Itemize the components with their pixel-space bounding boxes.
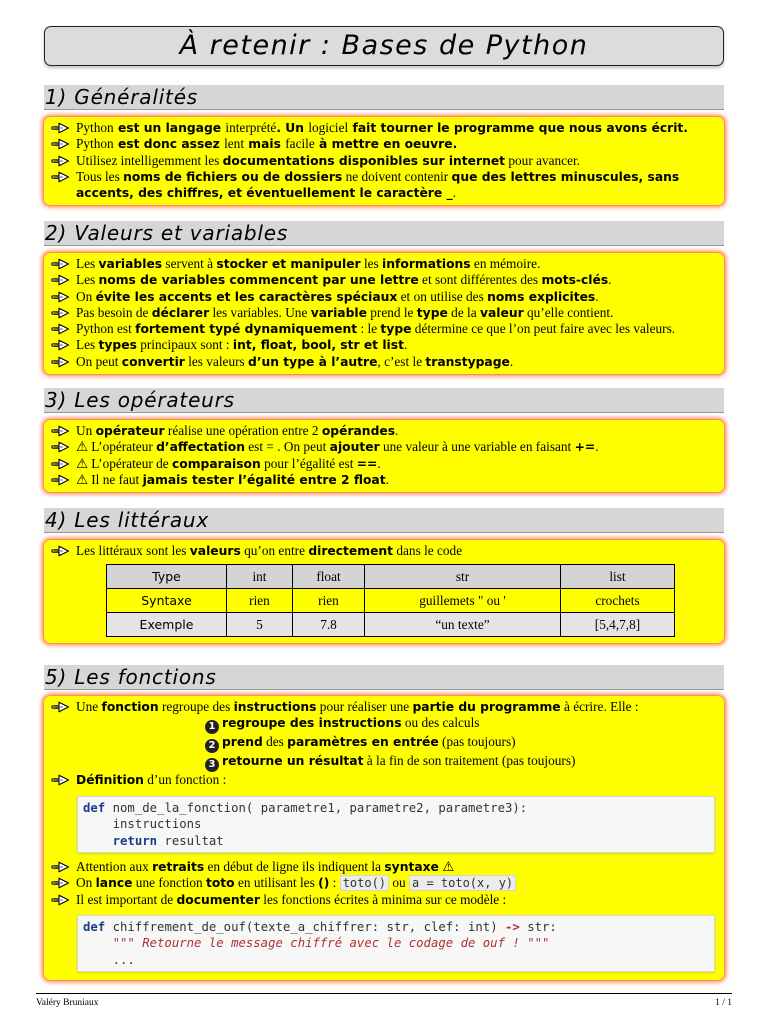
bold-text: int, float, bool, str et list	[232, 338, 404, 353]
bold-text: jamais tester l’égalité entre 2 float	[142, 472, 386, 487]
number-circle-icon: 2	[205, 739, 219, 753]
text: dans le code	[393, 543, 463, 558]
arrow-icon	[51, 153, 73, 169]
bold-text: convertir	[121, 354, 185, 369]
code-block-definition	[77, 796, 715, 854]
bold-text: ()	[318, 876, 330, 891]
footer-author: Valéry Bruniaux	[36, 998, 99, 1008]
code-docstring: """ Retourne le message chiffré avec le codage de ouf ! """	[83, 936, 550, 951]
bold-text: documentations disponibles sur internet	[222, 153, 506, 168]
code-keyword: return	[112, 833, 158, 848]
table-cell: [5,4,7,8]	[561, 613, 675, 637]
code-block-docstring	[77, 915, 715, 973]
bold-text: regroupe des instructions	[222, 716, 402, 731]
text: Python	[76, 136, 114, 152]
text: à écrire. Elle :	[560, 699, 639, 714]
text: servent à	[162, 256, 217, 271]
bold-text: transtypage	[425, 354, 510, 369]
bold-text: d’un type à l’autre	[248, 354, 378, 369]
list-item	[51, 289, 718, 305]
bold-text: que des lettres minuscules, sans accents, des chiffres, et éventuellement le caractère _	[76, 169, 680, 201]
text: est = . On peut	[244, 439, 330, 455]
table-row	[107, 589, 675, 613]
bold-text: informations	[382, 257, 471, 271]
table-header-cell: int	[227, 565, 293, 589]
text: les	[360, 256, 383, 271]
property-item	[205, 715, 718, 734]
arrow-icon	[51, 892, 73, 908]
list-item	[51, 439, 718, 455]
table-cell: 7.8	[293, 613, 365, 637]
bold-text: noms explicites	[487, 289, 596, 304]
code-keyword: def	[83, 800, 106, 815]
text: ne doivent contenir	[342, 168, 452, 184]
bold-text: fait tourner le programme que nous avons écrit.	[348, 121, 688, 135]
list-item	[51, 321, 718, 337]
text: lent	[224, 136, 245, 152]
list-item	[51, 859, 718, 875]
text: réalise une opération entre 2	[164, 423, 322, 438]
list-item	[51, 272, 718, 288]
bold-text: mots-clés	[541, 273, 609, 288]
section-box-operateurs	[44, 420, 724, 492]
arrow-icon	[51, 136, 73, 152]
text: Les	[76, 256, 99, 271]
text: ⚠	[438, 859, 455, 875]
literals-table	[106, 564, 675, 637]
text: pour l’égalité est	[260, 455, 357, 471]
text: en utilisant les	[234, 875, 319, 891]
bold-text: valeurs	[189, 544, 241, 558]
text: interprété	[225, 120, 277, 135]
text: les fonctions écrites à minima sur ce modèle :	[259, 891, 507, 907]
text: regroupe des	[158, 699, 234, 714]
list-item	[51, 892, 718, 908]
table-cell: Syntaxe	[107, 589, 227, 613]
arrow-icon	[51, 256, 73, 272]
bold-text: . Un	[276, 121, 309, 135]
text: à la fin de son traitement (pas toujours)	[363, 753, 576, 769]
bold-text: d’affectation	[156, 440, 245, 455]
number-circle-icon: 1	[205, 720, 219, 734]
table-cell: 5	[227, 613, 293, 637]
code-text: ...	[83, 952, 135, 967]
section-heading-litteraux: 4) Les littéraux	[44, 508, 724, 533]
bold-text: ajouter	[329, 440, 380, 455]
arrow-icon	[51, 456, 73, 472]
page-footer	[36, 993, 732, 1011]
bold-text: est un langage	[113, 121, 226, 135]
inline-code: a = toto(x, y)	[409, 875, 516, 891]
text: en début de ligne ils indiquent la	[204, 859, 385, 875]
list-item	[51, 337, 718, 353]
fonction-properties	[51, 715, 718, 772]
list-item	[51, 120, 718, 136]
table-header-cell: list	[561, 565, 675, 589]
bold-text: variables	[98, 257, 163, 271]
text: les valeurs	[184, 353, 249, 369]
text: Tous les	[76, 168, 124, 184]
table-row	[107, 613, 675, 637]
arrow-icon	[51, 472, 73, 488]
bold-text: opérandes	[321, 424, 396, 438]
text: une valeur à une variable en faisant	[379, 439, 575, 455]
bold-text: noms de fichiers ou de dossiers	[123, 169, 343, 184]
property-item	[205, 734, 718, 753]
text: ⚠ L’opérateur de	[76, 455, 172, 471]
text: et sont différentes des	[418, 272, 542, 288]
fonction-intro	[51, 699, 718, 715]
arrow-icon	[51, 699, 73, 715]
list-item	[51, 543, 718, 559]
text: Les	[76, 272, 99, 288]
text: et on utilise des	[397, 288, 488, 304]
bold-text: prend	[222, 735, 263, 750]
list-item	[51, 772, 718, 788]
arrow-icon	[51, 439, 73, 455]
list-item	[51, 423, 718, 439]
literals-table-header	[107, 565, 675, 589]
text: : le	[357, 321, 381, 337]
code-text: resultat	[157, 833, 224, 848]
table-cell: guillemets " ou '	[365, 589, 561, 613]
litteraux-intro	[51, 543, 718, 559]
bold-text: lance	[95, 876, 133, 891]
bold-text: type	[380, 322, 412, 337]
text: .	[595, 288, 599, 304]
code-text: nom_de_la_fonction( parametre1, parametre2, parametre3):	[105, 800, 528, 815]
text: Il est important de	[76, 891, 177, 907]
text: Les	[76, 337, 99, 353]
text: :	[329, 875, 340, 891]
text: Une	[76, 699, 102, 714]
arrow-icon	[51, 337, 73, 353]
arrow-icon	[51, 289, 73, 305]
code-operator: ->	[505, 919, 520, 934]
section-box-litteraux	[44, 540, 724, 643]
table-cell: “un texte”	[365, 613, 561, 637]
arrow-icon	[51, 875, 73, 891]
text: Les littéraux sont les	[76, 543, 190, 558]
note-lancer-fonction	[51, 875, 718, 891]
bold-text: valeur	[479, 305, 524, 320]
text: On peut	[76, 353, 122, 369]
text: Python est	[76, 321, 136, 337]
property-item	[205, 753, 718, 772]
bold-text: à mettre en oeuvre.	[314, 137, 458, 152]
bold-text: opérateur	[95, 424, 165, 438]
list-item	[51, 153, 718, 169]
table-cell: Exemple	[107, 613, 227, 637]
bold-text: comparaison	[171, 456, 261, 471]
section-heading-valeurs-variables: 2) Valeurs et variables	[44, 221, 724, 246]
text: Attention aux	[76, 859, 153, 875]
table-cell: rien	[227, 589, 293, 613]
inline-code: toto()	[340, 875, 389, 891]
arrow-icon	[51, 272, 73, 288]
arrow-icon	[51, 305, 73, 321]
text: prend le	[366, 304, 417, 320]
text: , c’est le	[377, 353, 426, 369]
page-title: À retenir : Bases de Python	[44, 26, 724, 66]
arrow-icon	[51, 169, 73, 185]
list-item	[51, 472, 718, 488]
text: principaux sont :	[136, 337, 233, 353]
text: ou des calculs	[401, 715, 480, 731]
text: Utilisez intelligemment les	[76, 152, 223, 168]
section-box-fonctions	[44, 696, 724, 980]
list-item	[51, 699, 718, 715]
bold-text: ==	[356, 456, 378, 471]
section-box-valeurs-variables	[44, 253, 724, 374]
bold-text: retraits	[152, 860, 205, 875]
arrow-icon	[51, 543, 73, 559]
bold-text: partie du programme	[412, 700, 561, 714]
text: .	[452, 185, 456, 201]
text: ⚠ L’opérateur	[76, 439, 157, 455]
list-item	[51, 169, 718, 202]
code-text: str:	[519, 919, 557, 934]
code-keyword: def	[83, 919, 106, 934]
arrow-icon	[51, 423, 73, 439]
bold-text: déclarer	[151, 305, 210, 320]
table-header-cell: str	[365, 565, 561, 589]
text: les variables. Une	[209, 304, 311, 320]
bold-text: type	[416, 305, 448, 320]
bold-text: paramètres en entrée	[287, 735, 439, 750]
arrow-icon	[51, 354, 73, 370]
text: une fonction	[132, 875, 206, 891]
arrow-icon	[51, 321, 73, 337]
text: Pas besoin de	[76, 304, 152, 320]
footer-page-number: 1 / 1	[715, 998, 732, 1008]
text: logiciel	[308, 120, 349, 135]
arrow-icon	[51, 859, 73, 875]
note-documenter	[51, 892, 718, 908]
code-text: chiffrement_de_ouf(texte_a_chiffrer: str, clef: int)	[105, 919, 505, 934]
table-header-cell: float	[293, 565, 365, 589]
text: des	[262, 734, 288, 750]
arrow-icon	[51, 120, 73, 136]
text: .	[608, 272, 612, 288]
list-item	[51, 136, 718, 152]
bold-text: types	[98, 338, 137, 353]
text: de la	[447, 304, 480, 320]
bold-text: syntaxe	[384, 860, 439, 875]
list-item	[51, 456, 718, 472]
list-item	[51, 256, 718, 272]
text: d’un fonction :	[143, 772, 227, 788]
bold-text: fortement typé dynamiquement	[135, 322, 358, 337]
text: Un	[76, 423, 96, 438]
list-item	[51, 305, 718, 321]
bold-text: instructions	[233, 700, 317, 714]
bold-text: directement	[308, 544, 394, 558]
bold-text: noms de variables commencent par une lettre	[98, 273, 419, 288]
text: On	[76, 875, 96, 891]
text: ⚠ Il ne faut	[76, 471, 143, 487]
bold-text: retourne un résultat	[222, 754, 364, 769]
section-box-generalites	[44, 117, 724, 205]
bold-text: fonction	[101, 700, 159, 714]
table-cell: rien	[293, 589, 365, 613]
text: facile	[285, 136, 315, 152]
bold-text: évite les accents et les caractères spéciaux	[95, 289, 398, 304]
section-heading-fonctions: 5) Les fonctions	[44, 665, 724, 690]
text: .	[377, 455, 381, 471]
section-heading-operateurs: 3) Les opérateurs	[44, 388, 724, 413]
list-item	[51, 354, 718, 370]
arrow-icon	[51, 772, 73, 788]
text: qu’on entre	[240, 543, 309, 558]
text: .	[385, 471, 389, 487]
section-heading-generalites: 1) Généralités	[44, 85, 724, 110]
bold-text: Définition	[76, 773, 144, 788]
fonction-definition	[51, 772, 718, 788]
code-text: instructions	[83, 817, 202, 832]
text: ou	[389, 875, 409, 891]
text: qu’elle contient.	[523, 304, 614, 320]
table-header-cell: Type	[107, 565, 227, 589]
bold-text: mais	[244, 137, 286, 152]
number-circle-icon: 3	[205, 758, 219, 772]
text: On	[76, 288, 96, 304]
bold-text: stocker et manipuler	[216, 257, 361, 271]
bold-text: +=	[574, 440, 596, 455]
bold-text: toto	[205, 876, 235, 891]
note-retraits	[51, 859, 718, 875]
text: .	[595, 439, 599, 455]
text: Python	[76, 120, 114, 135]
text: .	[403, 337, 408, 353]
text: .	[509, 353, 514, 369]
text: .	[395, 423, 399, 438]
text: (pas toujours)	[438, 734, 516, 750]
text: détermine ce que l’on peut faire avec les valeurs.	[411, 321, 676, 337]
bold-text: documenter	[176, 892, 260, 907]
text: en mémoire.	[470, 256, 541, 271]
bold-text: est donc assez	[113, 137, 225, 152]
table-cell: crochets	[561, 589, 675, 613]
bold-text: variable	[310, 305, 367, 320]
text: pour réaliser une	[316, 699, 413, 714]
text: pour avancer.	[505, 152, 580, 168]
